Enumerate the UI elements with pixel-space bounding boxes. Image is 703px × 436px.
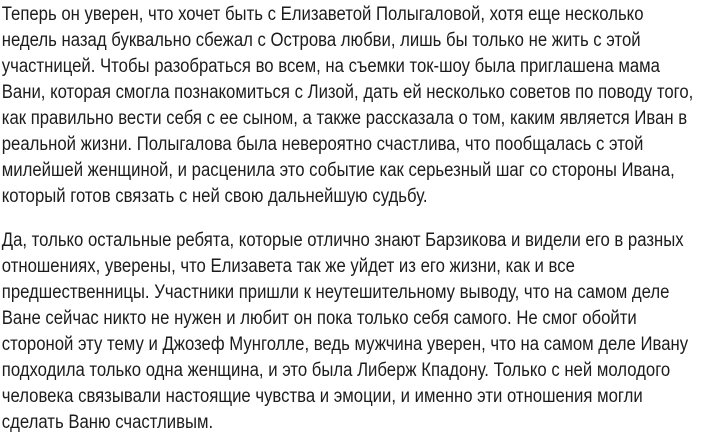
article-paragraph-1: Теперь он уверен, что хочет быть с Елизаветой Полыгаловой, хотя еще несколько недель назад буквально сбежал с Острова любви, лишь бы только не жить с этой участницей. Чтобы разобраться во всем, на съемки ток-шоу была приглашена мама Вани, которая смогла познакомиться с Лизой, дать ей несколько советов по поводу того, как правильно вести себя с ее сыном, а также рассказала о том, каким является Иван в реальной жизни. Полыгалова была невероятно счастлива, что пообщалась с этой милейшей женщиной, и расценила это событие как серьезный шаг со стороны Ивана, который готов связать с ней свою дальнейшую судьбу. bbox=[1, 4, 694, 207]
article-paragraph-2: Да, только остальные ребята, которые отлично знают Барзикова и видели его в разных отношениях, уверены, что Елизавета так же уйдет из его жизни, как и все предшественницы. Участники пришли к неутешительному выводу, что на самом деле Ване сейчас никто не нужен и любит он пока только себя самого. Не смог обойти стороной эту тему и Джозеф Мунголле, ведь мужчина уверен, что на самом деле Ивану подходила только одна женщина, и это была Либерж Кпадону. Только с ней молодого человека связывали настоящие чувства и эмоции, и именно эти отношения могли сделать Ваню счастливым. bbox=[1, 230, 689, 433]
